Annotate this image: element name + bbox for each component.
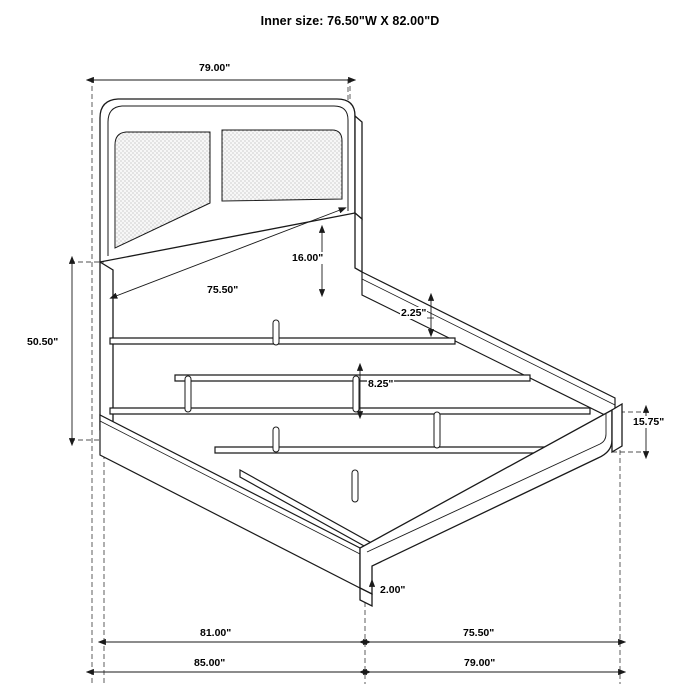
dim-label-bottom-left-span: 81.00" xyxy=(200,627,232,639)
bed-frame-rails xyxy=(100,272,615,588)
dim-label-foot-height: 2.00" xyxy=(380,584,406,596)
dim-label-overall-left-span: 85.00" xyxy=(194,657,226,669)
dim-label-panel-width: 75.50" xyxy=(207,284,239,296)
dim-label-rail-gap: 2.25" xyxy=(401,307,427,319)
dim-label-footboard-height: 15.75" xyxy=(633,416,665,428)
dim-label-overall-right-span: 79.00" xyxy=(464,657,496,669)
footboard xyxy=(360,404,622,606)
dim-label-slat-height: 8.25" xyxy=(368,378,394,390)
headboard xyxy=(100,99,362,437)
page-title: Inner size: 76.50"W X 82.00"D xyxy=(260,14,440,28)
dim-label-top-width: 79.00" xyxy=(199,62,231,74)
dim-label-headboard-height: 50.50" xyxy=(27,336,59,348)
dim-label-panel-height: 16.00" xyxy=(292,252,324,264)
dim-label-bottom-right-span: 75.50" xyxy=(463,627,495,639)
